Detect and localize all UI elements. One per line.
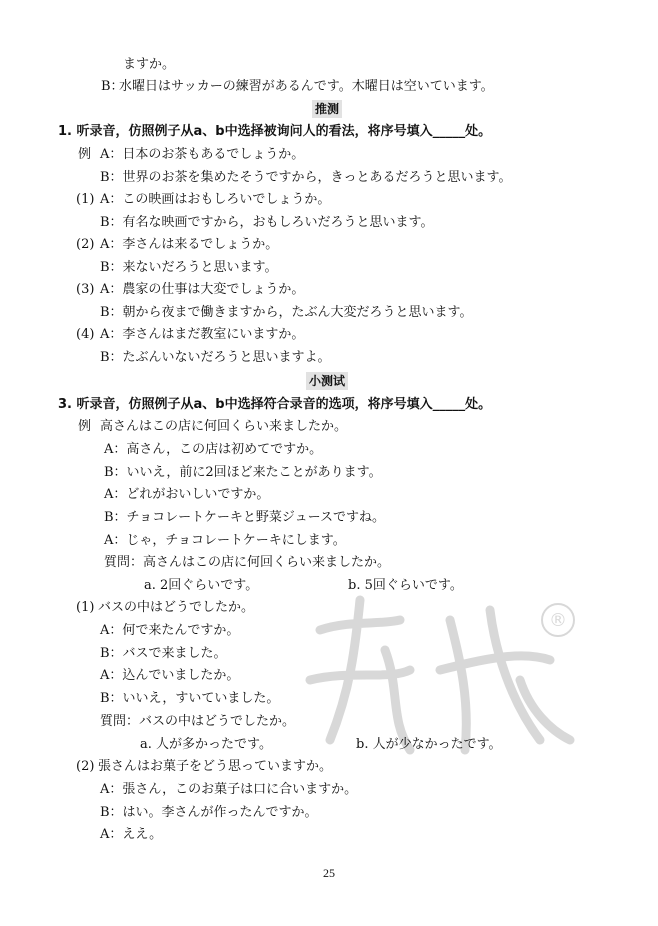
dialogue-line: A：何で来たんですか。 (100, 623, 240, 638)
item-number: (2) (76, 237, 95, 252)
dialogue-line: A：張さん，このお菓子は口に合いますか。 (100, 782, 358, 797)
example-tag: 例 (78, 147, 92, 162)
question-line: 質問：高さんはこの店に何回くらい来ましたか。 (104, 555, 391, 570)
dialogue-line: B：朝から夜まで働きますから，たぶん大変だろうと思います。 (100, 305, 473, 320)
dialogue-text: A：この映画はおもしろいでしょうか。 (100, 192, 331, 207)
option-b: b. 5回ぐらいです。 (348, 578, 463, 593)
item-line (76, 236, 278, 254)
option-b: b. 人が少なかったです。 (356, 737, 502, 752)
question-1-heading: 1. 听录音，仿照例子从a、b中选择被询问人的看法，将序号填入_____处。 (58, 124, 492, 139)
dialogue-line: B：世界のお茶を集めたそうですから，きっとあるだろうと思います。 (100, 170, 512, 185)
dialogue-line: B：いいえ，前に2回ほど来たことがあります。 (104, 465, 382, 480)
example-tag: 例 (78, 419, 92, 434)
publisher-watermark (290, 590, 590, 760)
speaker-label: B： (101, 79, 124, 94)
dialogue-text: A：日本のお茶もあるでしょうか。 (100, 147, 305, 162)
item-number: (3) (76, 282, 95, 297)
option-a: a. 2回ぐらいです。 (144, 578, 259, 593)
dialogue-line: A：ええ。 (100, 827, 163, 842)
item-line (76, 326, 304, 344)
dialogue-line: B：有名な映画ですから，おもしろいだろうと思います。 (100, 215, 434, 230)
dialogue-text: 水曜日はサッカーの練習があるんです。木曜日は空いています。 (119, 79, 494, 94)
dialogue-line: B：来ないだろうと思います。 (100, 260, 278, 275)
dialogue-line: A：込んでいましたか。 (100, 668, 240, 683)
example-title: 高さんはこの店に何回くらい来ましたか。 (100, 419, 348, 434)
question-3-heading: 3. 听录音，仿照例子从a、b中选择符合录音的选项，将序号填入_____处。 (58, 397, 492, 412)
dialogue-line: B：いいえ，すいていました。 (100, 691, 280, 706)
example-line (78, 146, 304, 164)
dialogue-line: A：じゃ，チョコレートケーキにします。 (104, 533, 346, 548)
dialogue-text: A：李さんは来るでしょうか。 (100, 237, 279, 252)
item-line (76, 281, 304, 299)
item-title: バスの中はどうでしたか。 (98, 600, 255, 615)
dialogue-line: B：たぶんいないだろうと思いますよ。 (100, 350, 331, 365)
item-number: (1) (76, 192, 95, 207)
example-line (78, 418, 347, 436)
dialogue-line: B：はい。李さんが作ったんですか。 (100, 805, 318, 820)
dialogue-line: B：バスで来ました。 (100, 646, 227, 661)
question-line: 質問：バスの中はどうでしたか。 (100, 714, 296, 729)
registered-mark: ® (549, 610, 567, 631)
dialogue-line: B：チョコレートケーキと野菜ジュースですね。 (104, 510, 385, 525)
item-number: (2) (76, 759, 95, 774)
item-line (76, 599, 254, 617)
dialogue-line: A：どれがおいしいですか。 (104, 487, 270, 502)
watermark-graphic (290, 590, 590, 760)
dialogue-line (101, 78, 494, 96)
item-title: 張さんはお菓子をどう思っていますか。 (98, 759, 333, 774)
item-number: (1) (76, 600, 95, 615)
dialogue-text: A：農家の仕事は大変でしょうか。 (100, 282, 305, 297)
section-heading-inference: 推测 (312, 100, 342, 118)
item-number: (4) (76, 327, 95, 342)
item-line (76, 191, 330, 209)
item-line (76, 758, 332, 776)
dialogue-line: A：高さん，この店は初めてですか。 (104, 442, 323, 457)
option-a: a. 人が多かったです。 (140, 737, 272, 752)
page-number: 25 (323, 866, 335, 880)
dialogue-text: A：李さんはまだ教室にいますか。 (100, 327, 305, 342)
section-heading-quiz: 小测试 (306, 372, 348, 390)
text-line: ますか。 (123, 57, 176, 72)
